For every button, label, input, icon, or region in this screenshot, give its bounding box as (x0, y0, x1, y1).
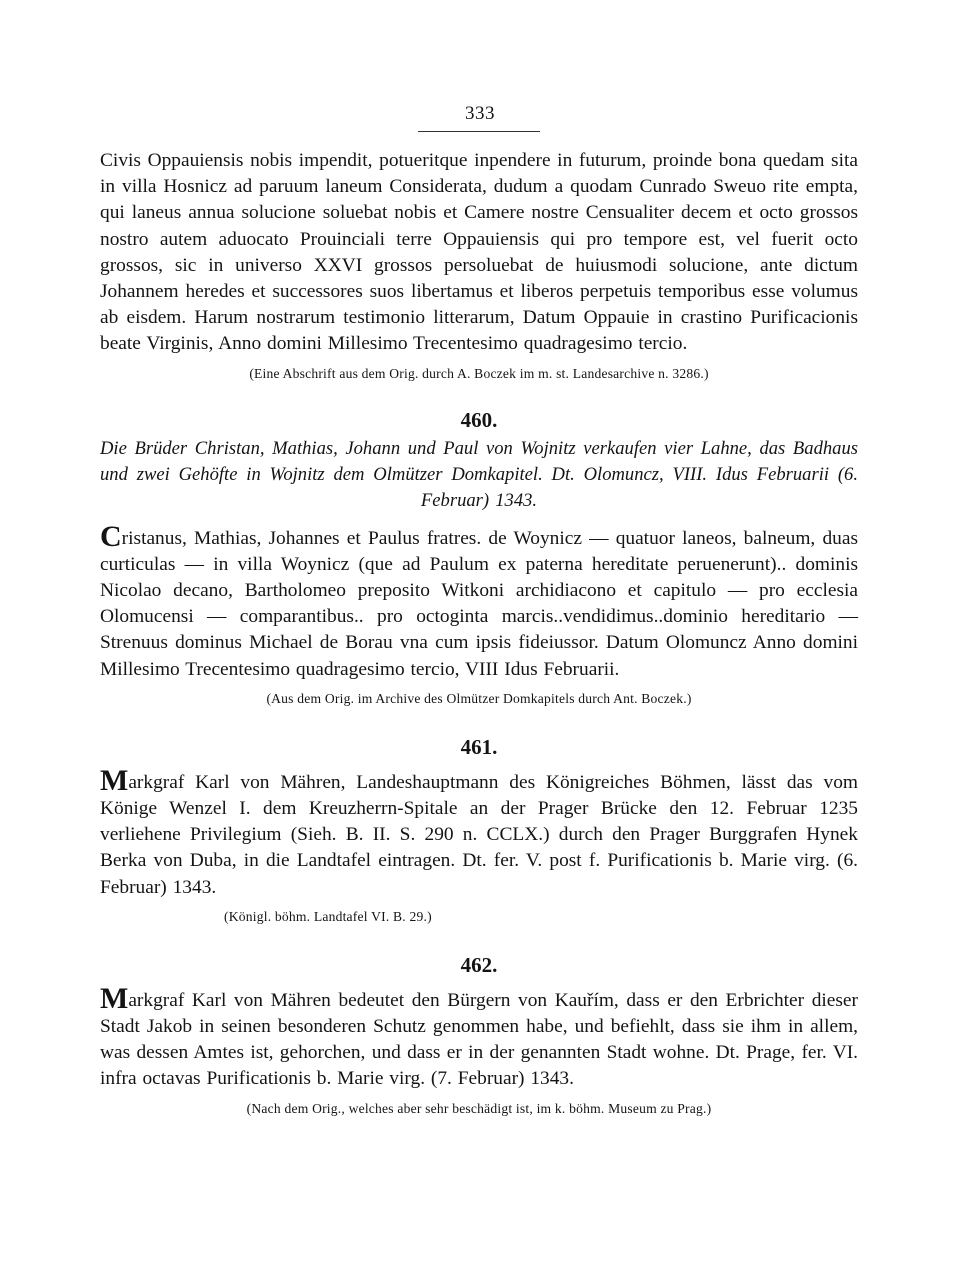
entry-body-461: arkgraf Karl von Mähren, Landeshauptmann des Königreiches Böhmen, lässt das vom Könige Wenzel I. dem Kreuzherrn-Spitale an der Prager Brücke den 12. Februar 1235 verliehene Privilegium (Sieh. B. II. S. 290 n. CCLX.) durch den Prager Burggrafen Hynek Berka von Duba, in die Landtafel eintragen. Dt. fer. V. post f. Purificationis b. Marie virg. (6. Februar) 1343. (100, 771, 858, 898)
entry-initial-460: C (100, 519, 122, 553)
entry-initial-461: M (100, 763, 129, 797)
entry-number-462: 462. (460, 952, 498, 977)
entry-initial-462: M (100, 981, 129, 1015)
entry-body-462: arkgraf Karl von Mähren bedeutet den Bürgern von Kauřím, dass er den Erbrichter dieser Stadt Jakob in seinen besonderen Schutz genommen habe, und befiehlt, dass sie ihm in allem, was dessen Amtes ist, gehorchen, und dass er in der genannten Stadt wohne. Dt. Prage, fer. VI. infra octavas Purificationis b. Marie virg. (7. Februar) 1343. (100, 989, 858, 1090)
continuation-text: Civis Oppauiensis nobis impendit, potueritque inpendere in futurum, proinde bona quedam sita in villa Hosnicz ad paruum laneum Considerata, dudum a quodam Cunrado Sweuo rite empta, qui laneus annua solucione soluebat nobis et Camere nostre Censualiter decem et octo grossos nostro autem aduocato Prouinciali terre Oppauiensis qui pro tempore est, vel fuerit octo grossos, sic in universo XXVI grossos persoluebat de huiusmodi solucione, ante dictum Johannem heredes et successores suos libertamus et liberos perpetuis temporibus esse volumus ab eisdem. Harum nostrarum testimonio litterarum, Datum Oppauie in crastino Purificacionis beate Virginis, Anno domini Millesimo Trecentesimo quadragesimo tercio. (100, 150, 858, 355)
entry-source-461: (Königl. böhm. Landtafel VI. B. 29.) (224, 908, 432, 924)
entry-regest-460: Die Brüder Christan, Mathias, Johann und Paul von Wojnitz verkaufen vier Lahne, das Badhaus und zwei Gehöfte in Wojnitz dem Olmützer Domkapitel. Dt. Olomuncz, VIII. Idus Februarii (6. Februar) 1343. (100, 437, 858, 511)
entry-source-460: (Aus dem Orig. im Archive des Olmützer Domkapitels durch Ant. Boczek.) (266, 690, 692, 706)
continuation-source-note: (Eine Abschrift aus dem Orig. durch A. Boczek im m. st. Landesarchive n. 3286.) (249, 365, 709, 381)
entry-number-460: 460. (460, 407, 498, 432)
page-number: 333 (465, 103, 495, 124)
entry-text-460 (100, 519, 858, 683)
entry-number-461: 461. (460, 734, 498, 759)
entry-text-462 (100, 981, 858, 1093)
page-body (100, 148, 858, 1119)
entry-source-462: (Nach dem Orig., welches aber sehr beschädigt ist, im k. böhm. Museum zu Prag.) (246, 1100, 712, 1116)
entry-text-461 (100, 763, 858, 901)
entry-body-460: ristanus, Mathias, Johannes et Paulus fratres. de Woynicz — quatuor laneos, balneum, duas curticulas — in villa Woynicz (que ad Paulum ex paterna hereditate peruenerunt).. dominis Nicolao decano, Bartholomeo preposito Witkoni archidiacono et capitulo — pro ecclesia Olomucensi — comparantibus.. pro octoginta marcis..vendidimus..dominio hereditario — Strenuus dominus Michael de Borau vna cum ipsis fideiussor. Datum Olomuncz Anno domini Millesimo Trecentesimo quadragesimo tercio, VIII Idus Februarii. (100, 527, 858, 680)
page-number-rule (418, 131, 540, 132)
